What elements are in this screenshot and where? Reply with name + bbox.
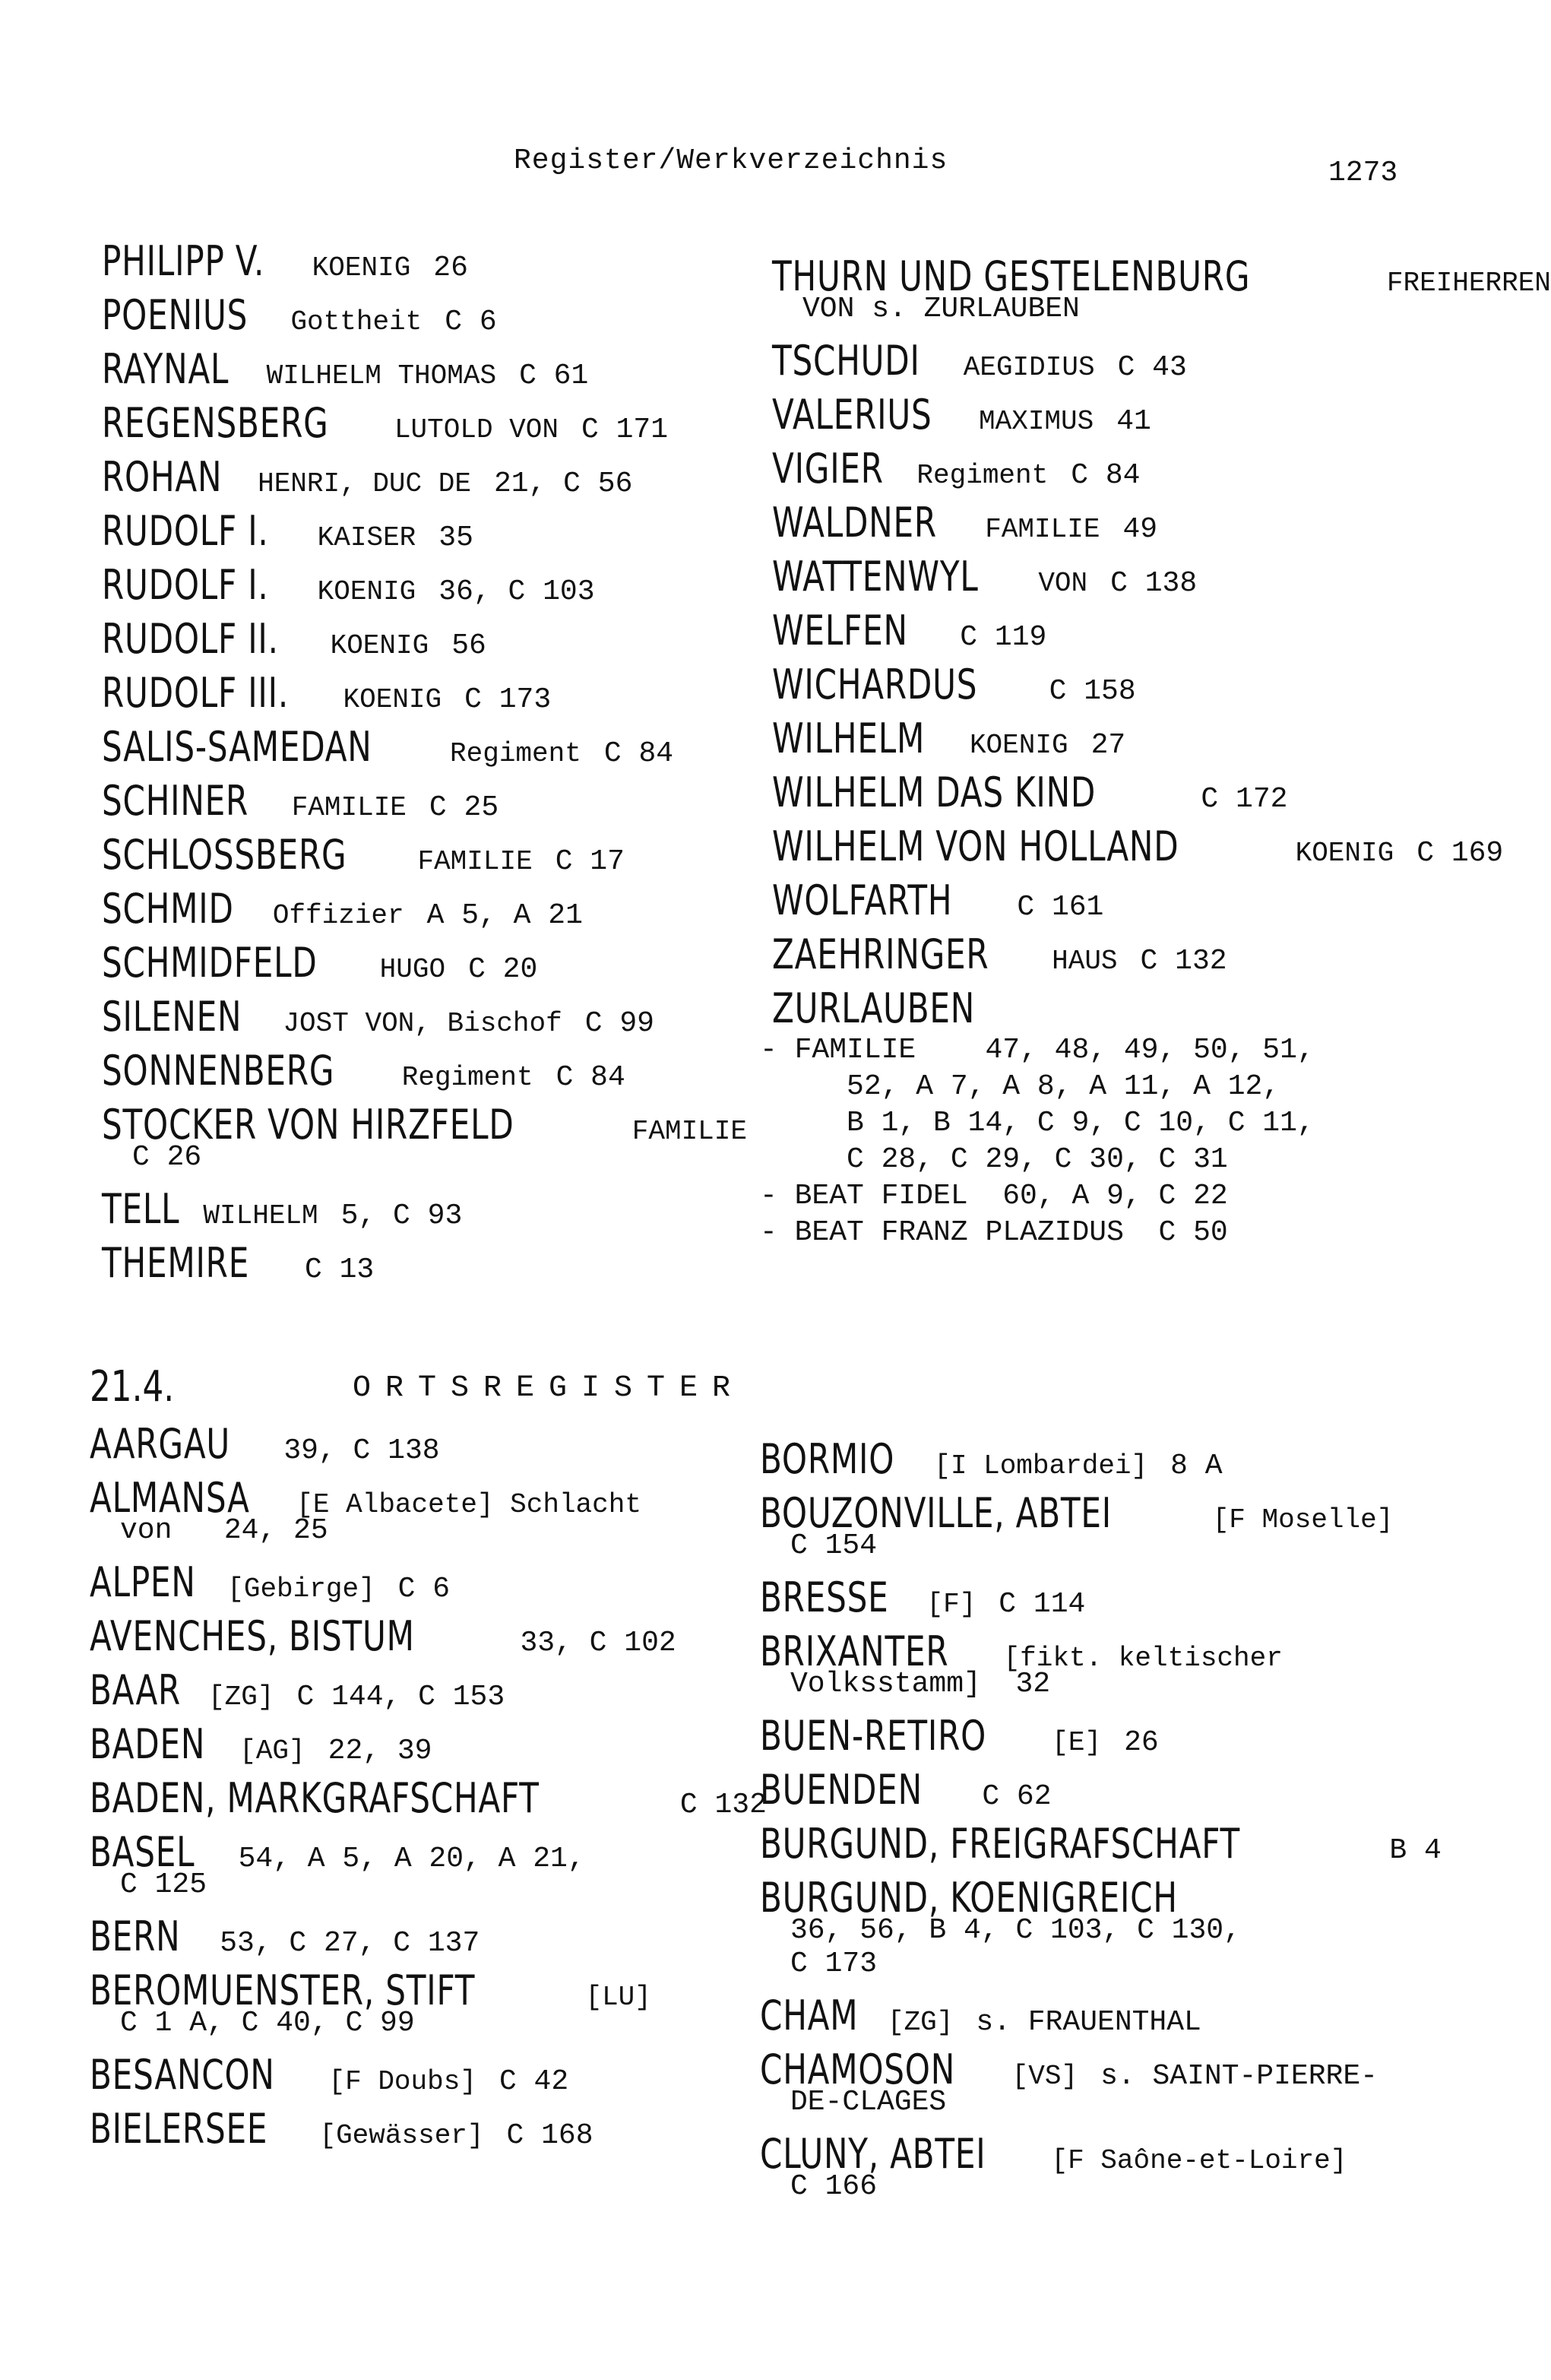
entry-name: RUDOLF III. <box>102 669 290 717</box>
entry-name: ROHAN <box>102 453 223 501</box>
index-entry <box>102 453 755 507</box>
entry-references: C 13 <box>305 1253 375 1286</box>
page-number: 1273 <box>1328 157 1398 189</box>
entry-references: 22, 39 <box>328 1735 432 1767</box>
entry-references: C 62 <box>982 1780 1052 1813</box>
entry-note: HAUS <box>1052 946 1118 977</box>
entry-note: [F Saône-et-Loire] <box>1051 2145 1347 2176</box>
entry-references: C 172 <box>1201 783 1288 816</box>
entry-line <box>772 769 1494 822</box>
entry-line <box>102 399 755 453</box>
entry-references: 54, A 5, A 20, A 21, <box>238 1843 585 1875</box>
entry-line <box>772 607 1494 661</box>
entry-line <box>760 1573 1489 1627</box>
entry-line <box>102 723 755 777</box>
entry-note: KOENIG <box>317 576 416 607</box>
index-entry <box>772 661 1494 715</box>
entry-line <box>772 984 1494 1038</box>
entry-line <box>90 1774 767 1828</box>
entry-name: BESANCON <box>90 2051 275 2099</box>
entry-note: FAMILIE <box>631 1116 747 1147</box>
entry-references: C 138 <box>1110 567 1198 600</box>
entry-references: C 161 <box>1017 891 1104 924</box>
entry-line <box>772 822 1504 876</box>
entry-references: 8 A <box>1170 1450 1223 1482</box>
entry-references: C 61 <box>519 360 589 392</box>
entry-line <box>90 2105 758 2159</box>
entry-continuation: C 26 <box>132 1141 202 1174</box>
entry-references: 53, C 27, C 137 <box>220 1927 480 1960</box>
running-title: Register/Werkverzeichnis <box>514 144 948 177</box>
entry-note: JOST VON, Bischof <box>283 1008 562 1039</box>
entry-name: BIELERSEE <box>90 2105 268 2153</box>
entry-name: TSCHUDI <box>772 337 920 385</box>
entry-continuation: C 125 <box>120 1868 207 1901</box>
entry-name: BASEL <box>90 1828 195 1876</box>
entry-references: 56 <box>451 629 486 662</box>
entry-name: REGENSBERG <box>102 399 329 447</box>
entry-references: A 5, A 21 <box>426 899 583 932</box>
entry-references: C 43 <box>1117 351 1187 384</box>
entry-line <box>772 661 1494 715</box>
places-index-right-column <box>760 1435 1489 2214</box>
entry-note: FAMILIE <box>985 514 1100 545</box>
index-entry <box>772 337 1494 391</box>
entry-note: LUTOLD VON <box>394 414 559 445</box>
entry-line <box>102 1101 755 1155</box>
page-header <box>0 144 1520 190</box>
persons-index-left-column <box>102 237 755 1293</box>
entry-name: BAAR <box>90 1666 182 1714</box>
index-entry <box>760 1820 1489 1874</box>
entry-line <box>772 715 1494 769</box>
entry-name: ALMANSA <box>90 1474 250 1522</box>
entry-name: BUEN-RETIRO <box>760 1712 987 1760</box>
entry-note: VON <box>1038 568 1088 599</box>
entry-line <box>102 777 755 831</box>
entry-references: C 132 <box>1140 945 1227 978</box>
entry-name: BUENDEN <box>760 1766 923 1814</box>
entry-references: C 173 <box>464 683 552 716</box>
entry-note: WILHELM THOMAS <box>266 360 497 391</box>
index-entry <box>760 1435 1489 1489</box>
entry-name: AVENCHES, BISTUM <box>90 1612 415 1660</box>
index-entry <box>772 607 1494 661</box>
entry-line <box>90 1558 758 1612</box>
entry-line <box>772 391 1494 445</box>
entry-references: C 169 <box>1416 837 1504 870</box>
entry-line <box>102 993 755 1047</box>
entry-references: C 158 <box>1049 675 1136 708</box>
entry-name: CHAMOSON <box>760 2046 956 2093</box>
index-entry <box>90 1720 758 1774</box>
entry-note: [LU] <box>585 1982 651 2013</box>
entry-references: C 20 <box>468 953 538 986</box>
entry-line <box>772 252 1551 306</box>
entry-line <box>102 885 755 939</box>
entry-line <box>102 1239 755 1293</box>
entry-line <box>102 669 755 723</box>
entry-references: C 25 <box>429 791 499 824</box>
entry-line <box>90 1913 758 1966</box>
index-entry <box>760 1712 1489 1766</box>
entry-note: [I Lombardei] <box>934 1450 1148 1482</box>
entry-name: WILHELM <box>772 715 926 762</box>
index-entry <box>772 930 1494 984</box>
entry-references: C 168 <box>506 2119 593 2152</box>
entry-note: HENRI, DUC DE <box>258 468 471 499</box>
entry-name: WATTENWYL <box>772 553 979 601</box>
entry-references: C 114 <box>999 1588 1086 1621</box>
subentry-line: 52, A 7, A 8, A 11, A 12, <box>760 1070 1280 1103</box>
entry-line <box>772 930 1494 984</box>
entry-line <box>760 1712 1489 1766</box>
entry-line <box>772 445 1494 499</box>
entry-references: 26 <box>1124 1726 1159 1759</box>
entry-name: VIGIER <box>772 445 884 493</box>
index-entry <box>772 252 1551 326</box>
entry-name: WILHELM DAS KIND <box>772 769 1097 816</box>
entry-name: BURGUND, FREIGRAFSCHAFT <box>760 1820 1240 1868</box>
entry-name: SCHMID <box>102 885 234 933</box>
entry-name: STOCKER VON HIRZFELD <box>102 1101 514 1149</box>
entry-note: Offizier <box>272 900 404 931</box>
entry-name: ZURLAUBEN <box>772 984 976 1032</box>
entry-references: 35 <box>438 521 473 554</box>
entry-line <box>90 1420 758 1474</box>
entry-references: 5, C 93 <box>340 1200 463 1232</box>
index-entry <box>102 1185 755 1239</box>
index-entry <box>760 1874 1489 1981</box>
entry-line <box>102 507 755 561</box>
entry-references: C 6 <box>397 1573 451 1605</box>
index-entry <box>760 1489 1489 1563</box>
entry-name: WELFEN <box>772 607 908 654</box>
index-entry <box>90 1774 767 1828</box>
entry-note: [VS] <box>1011 2061 1078 2092</box>
entry-note: [fikt. keltischer <box>1003 1643 1283 1674</box>
entry-continuation: VON s. ZURLAUBEN <box>802 293 1080 325</box>
entry-note: KOENIG <box>1295 838 1394 869</box>
entry-note: [ZG] <box>208 1681 274 1713</box>
entry-continuation: C 1 A, C 40, C 99 <box>120 2007 415 2039</box>
entry-note: [E] <box>1052 1727 1102 1758</box>
entry-note: KOENIG <box>312 252 411 284</box>
entry-references: 21, C 56 <box>493 467 633 500</box>
index-entry <box>90 1420 758 1474</box>
index-entry <box>102 561 755 615</box>
entry-line <box>760 1489 1489 1543</box>
index-entry <box>760 2046 1489 2119</box>
entry-name: TELL <box>102 1185 180 1233</box>
index-entry <box>90 1828 758 1902</box>
entry-name: BRESSE <box>760 1573 889 1621</box>
entry-name: THEMIRE <box>102 1239 250 1287</box>
places-index-left-column <box>90 1420 767 2159</box>
index-entry <box>772 391 1494 445</box>
entry-note: [E Albacete] Schlacht <box>296 1489 641 1520</box>
entry-line <box>102 939 755 993</box>
entry-note: [F Doubs] <box>328 2066 476 2097</box>
entry-name: WICHARDUS <box>772 661 978 708</box>
entry-continuation: C 166 <box>790 2170 878 2203</box>
entry-line <box>772 876 1494 930</box>
section-number: 21.4. <box>90 1362 175 1412</box>
entry-note: FAMILIE <box>417 846 533 877</box>
index-entry <box>772 769 1494 822</box>
entry-references: C 6 <box>445 306 497 338</box>
entry-references: C 17 <box>555 845 625 878</box>
index-entry <box>90 1474 758 1548</box>
index-entry <box>90 2051 758 2105</box>
entry-continuation: C 154 <box>790 1529 878 1562</box>
entry-line <box>90 2051 758 2105</box>
index-entry <box>90 1558 758 1612</box>
entry-line <box>102 345 755 399</box>
entry-name: ZAEHRINGER <box>772 930 989 978</box>
subentry-line: B 1, B 14, C 9, C 10, C 11, <box>760 1107 1315 1139</box>
entry-line <box>90 1720 758 1774</box>
entry-line <box>772 499 1494 553</box>
entry-name: BRIXANTER <box>760 1627 949 1675</box>
entry-name: VALERIUS <box>772 391 932 439</box>
index-entry <box>102 1047 755 1101</box>
index-entry <box>102 831 755 885</box>
index-entry <box>102 993 755 1047</box>
entry-note: FAMILIE <box>291 792 407 823</box>
entry-line <box>102 1047 755 1101</box>
entry-note: FREIHERREN <box>1386 268 1551 299</box>
entry-name: RUDOLF I. <box>102 561 269 609</box>
entry-note: WILHELM <box>203 1200 318 1231</box>
entry-name: BORMIO <box>760 1435 895 1483</box>
entry-name: BADEN <box>90 1720 206 1768</box>
index-entry <box>102 723 755 777</box>
index-entry <box>772 499 1494 553</box>
index-entry <box>772 984 1494 1038</box>
entry-name: BURGUND, KOENIGREICH <box>760 1874 1178 1922</box>
index-entry <box>102 345 755 399</box>
persons-index-right-column <box>772 252 1551 1038</box>
entry-note: Regiment <box>401 1062 533 1093</box>
subentry-line: - FAMILIE 47, 48, 49, 50, 51, <box>760 1034 1315 1066</box>
entry-name: BEROMUENSTER, STIFT <box>90 1966 476 2014</box>
entry-note: Gottheit <box>290 306 423 338</box>
entry-note: Regiment <box>450 738 581 769</box>
entry-line <box>102 291 755 345</box>
entry-references: s. FRAUENTHAL <box>976 2006 1201 2039</box>
entry-note: [Gebirge] <box>227 1573 375 1605</box>
entry-name: PHILIPP V. <box>102 237 265 285</box>
index-entry <box>102 777 755 831</box>
index-entry <box>760 2130 1489 2204</box>
index-entry <box>760 1992 1489 2046</box>
entry-references: 26 <box>433 252 468 284</box>
index-entry <box>102 1101 755 1174</box>
index-entry <box>772 822 1504 876</box>
index-entry <box>90 2105 758 2159</box>
index-entry <box>760 1573 1489 1627</box>
entry-note: Regiment <box>916 460 1049 491</box>
entry-line <box>102 561 755 615</box>
index-entry <box>90 1666 758 1720</box>
subentry-line: - BEAT FIDEL 60, A 9, C 22 <box>760 1180 1228 1212</box>
entry-line <box>102 237 755 291</box>
entry-name: BOUZONVILLE, ABTEI <box>760 1489 1112 1537</box>
entry-references: C 84 <box>603 737 674 770</box>
entry-references: 41 <box>1116 405 1151 438</box>
index-entry <box>772 876 1494 930</box>
index-entry <box>102 291 755 345</box>
subentry-line: - BEAT FRANZ PLAZIDUS C 50 <box>760 1216 1228 1249</box>
entry-name: WOLFARTH <box>772 876 953 924</box>
entry-references: 39, C 138 <box>283 1434 440 1467</box>
index-entry <box>90 1612 758 1666</box>
entry-note: AEGIDIUS <box>963 352 1095 383</box>
entry-name: BADEN, MARKGRAFSCHAFT <box>90 1774 540 1822</box>
entry-references: C 132 <box>679 1789 767 1821</box>
section-heading <box>90 1362 1230 1415</box>
entry-note: [ZG] <box>887 2007 954 2038</box>
entry-line <box>760 1435 1489 1489</box>
index-entry <box>102 237 755 291</box>
index-entry <box>772 445 1494 499</box>
entry-name: CLUNY, ABTEI <box>760 2130 986 2178</box>
entry-references: C 99 <box>584 1007 654 1040</box>
entry-name: SCHINER <box>102 777 249 825</box>
entry-name: SONNENBERG <box>102 1047 335 1095</box>
entry-references: 49 <box>1122 513 1158 546</box>
entry-references: C 84 <box>1071 459 1141 492</box>
entry-line <box>102 453 755 507</box>
entry-line <box>90 1666 758 1720</box>
entry-name: SCHMIDFELD <box>102 939 318 987</box>
entry-note: MAXIMUS <box>979 406 1094 437</box>
index-entry <box>90 1913 758 1966</box>
entry-references: 27 <box>1090 729 1126 762</box>
zurlauben-subentries <box>760 1032 1482 1251</box>
entry-line <box>102 615 755 669</box>
entry-references: B 4 <box>1389 1834 1442 1867</box>
entry-name: SILENEN <box>102 993 242 1041</box>
entry-references: C 171 <box>581 414 669 446</box>
entry-name: BERN <box>90 1913 181 1960</box>
index-entry <box>102 885 755 939</box>
entry-continuation: DE-CLAGES <box>790 2086 947 2119</box>
entry-references: C 144, C 153 <box>296 1681 505 1713</box>
index-entry <box>102 939 755 993</box>
entry-line <box>772 337 1494 391</box>
entry-name: SCHLOSSBERG <box>102 831 347 879</box>
entry-references: 36, C 103 <box>438 575 595 608</box>
index-entry <box>102 507 755 561</box>
entry-note: [F Moselle] <box>1212 1504 1394 1535</box>
index-entry <box>90 1966 758 2040</box>
entry-name: WILHELM VON HOLLAND <box>772 822 1179 870</box>
entry-name: RUDOLF II. <box>102 615 279 663</box>
entry-references: C 42 <box>499 2065 569 2098</box>
entry-references: C 84 <box>556 1061 625 1094</box>
entry-references: C 119 <box>960 621 1047 654</box>
index-entry <box>102 669 755 723</box>
index-entry <box>772 553 1494 607</box>
entry-name: SALIS-SAMEDAN <box>102 723 372 771</box>
entry-note: [Gewässer] <box>319 2120 484 2151</box>
entry-line <box>772 553 1494 607</box>
entry-references: s. SAINT-PIERRE- <box>1100 2060 1378 2093</box>
index-entry <box>102 615 755 669</box>
entry-line <box>90 1612 758 1666</box>
index-entry <box>760 1627 1489 1701</box>
entry-references: 33, C 102 <box>520 1627 676 1659</box>
entry-continuation: von 24, 25 <box>120 1514 328 1547</box>
index-entry <box>102 1239 755 1293</box>
entry-note: HUGO <box>379 954 446 985</box>
entry-name: ALPEN <box>90 1558 196 1606</box>
entry-name: CHAM <box>760 1992 859 2039</box>
entry-line <box>760 1992 1489 2046</box>
entry-line <box>102 831 755 885</box>
section-title: ORTSREGISTER <box>353 1371 745 1405</box>
index-entry <box>760 1766 1489 1820</box>
entry-note: KOENIG <box>969 730 1068 761</box>
entry-name: RAYNAL <box>102 345 229 393</box>
entry-note: KAISER <box>317 522 416 553</box>
index-entry <box>102 399 755 453</box>
entry-note: [AG] <box>239 1735 305 1767</box>
entry-note: [F] <box>926 1589 976 1620</box>
entry-name: THURN UND GESTELENBURG <box>772 252 1251 300</box>
entry-line <box>102 1185 755 1239</box>
entry-name: RUDOLF I. <box>102 507 269 555</box>
entry-continuation: 36, 56, B 4, C 103, C 130, C 173 <box>790 1914 1241 1980</box>
entry-name: WALDNER <box>772 499 937 547</box>
entry-note: KOENIG <box>330 630 429 661</box>
index-entry <box>772 715 1494 769</box>
entry-note: KOENIG <box>343 684 442 715</box>
entry-line <box>760 1766 1489 1820</box>
entry-continuation: Volksstamm] 32 <box>790 1668 1051 1700</box>
subentry-line: C 28, C 29, C 30, C 31 <box>760 1143 1228 1176</box>
entry-name: POENIUS <box>102 291 248 339</box>
entry-line <box>760 1820 1489 1874</box>
entry-name: AARGAU <box>90 1420 231 1468</box>
